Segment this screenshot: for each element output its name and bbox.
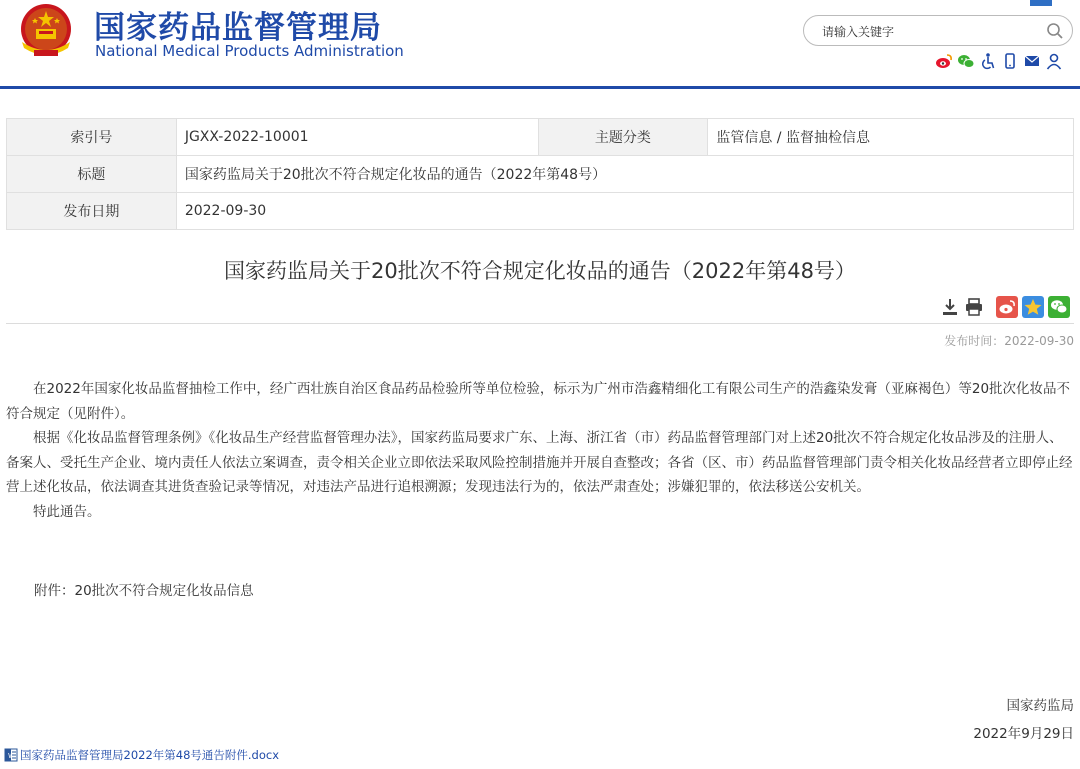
header-divider: [0, 86, 1080, 89]
site-title-en: National Medical Products Administration: [95, 42, 404, 60]
topic-value: 监管信息 / 监督抽检信息: [708, 119, 1074, 156]
user-icon[interactable]: [1045, 52, 1063, 70]
title-divider: [6, 323, 1074, 324]
index-value: JGXX-2022-10001: [176, 119, 538, 156]
download-icon[interactable]: [940, 297, 960, 321]
date-label: 发布日期: [7, 193, 177, 230]
publish-time-label: 发布时间：: [944, 334, 1005, 348]
weibo-icon[interactable]: [935, 52, 953, 70]
publish-time-value: 2022-09-30: [1004, 334, 1074, 348]
table-row: [7, 193, 1074, 230]
table-row: [7, 156, 1074, 193]
article-body: [6, 377, 1074, 524]
header-tools: [935, 52, 1063, 72]
site-header: [0, 0, 1080, 88]
attachment-download-link[interactable]: [4, 747, 279, 763]
search-input[interactable]: [820, 21, 1044, 43]
national-emblem-icon: [14, 2, 78, 60]
mail-icon[interactable]: [1023, 52, 1041, 70]
print-icon[interactable]: [964, 297, 984, 321]
mobile-icon[interactable]: [1001, 52, 1019, 70]
table-row: [7, 119, 1074, 156]
body-paragraph: 特此通告。: [33, 503, 101, 520]
body-paragraph: 在2022年国家化妆品监督抽检工作中，经广西壮族自治区食品药品检验所等单位检验，标示为广州市浩鑫精细化工有限公司生产的浩鑫染发膏（亚麻褐色）等20批次化妆品不符合规定（见附件）。: [6, 381, 1071, 422]
search-box[interactable]: [803, 15, 1073, 46]
top-corner-tab[interactable]: [1030, 0, 1052, 6]
wechat-icon[interactable]: [957, 52, 975, 70]
weibo-share-icon[interactable]: [996, 296, 1018, 322]
attachment-filename: 国家药品监督管理局2022年第48号通告附件.docx: [20, 748, 280, 762]
date-value: 2022-09-30: [176, 193, 1073, 230]
attachment-note: 附件：20批次不符合规定化妆品信息: [34, 583, 254, 599]
favorite-icon[interactable]: [1022, 296, 1044, 322]
svg-text:W: W: [8, 752, 15, 760]
topic-label: 主题分类: [538, 119, 708, 156]
index-label: 索引号: [7, 119, 177, 156]
share-toolbar: [940, 297, 1070, 321]
accessibility-icon[interactable]: [979, 52, 997, 70]
body-paragraph: 根据《化妆品监督管理条例》《化妆品生产经营监督管理办法》，国家药监局要求广东、上海、浙江省（市）药品监督管理部门对上述20批次不符合规定化妆品涉及的注册人、备案人、受托生产企业、境内责任人依法立案调查，责令相关企业立即依法采取风险控制措施并开展自查整改；各省（区、市）药品监督管理部门责令相关化妆品经营者立即停止经营上述化妆品，依法调查其进货查验记录等情况，对违法产品进行追根溯源；发现违法行为的，依法严肃查处；涉嫌犯罪的，依法移送公安机关。: [6, 430, 1073, 495]
title-value: 国家药监局关于20批次不符合规定化妆品的通告（2022年第48号）: [176, 156, 1073, 193]
site-title-cn: 国家药品监督管理局: [94, 10, 382, 46]
word-doc-icon: [4, 748, 18, 762]
signature-org: 国家药监局: [1006, 698, 1074, 714]
wechat-share-icon[interactable]: [1048, 296, 1070, 322]
title-label: 标题: [7, 156, 177, 193]
publish-time: [944, 332, 1074, 349]
search-icon[interactable]: [1046, 22, 1064, 40]
signature-date: 2022年9月29日: [973, 726, 1074, 742]
article-meta-table: [6, 118, 1074, 230]
article-title: 国家药监局关于20批次不符合规定化妆品的通告（2022年第48号）: [224, 259, 856, 283]
